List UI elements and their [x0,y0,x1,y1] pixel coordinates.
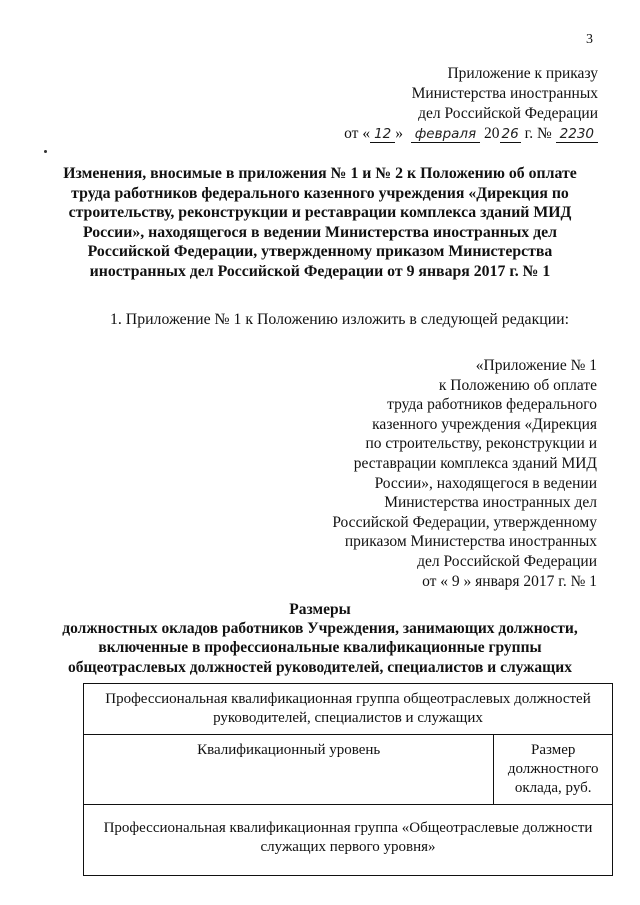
annex-line: «Приложение № 1 [475,357,597,374]
table-row [84,684,613,735]
subgroup-cell: Профессиональная квалификационная группа «Общеотраслевые должности служащих первого уровня» [84,805,613,876]
main-title: Изменения, вносимые в приложения № 1 и № 2 к Положению об оплате труда работников федерального казенного учреждения «Дирекция по строительству, реконструкции и реставрации комплекса зданий МИД России», находящегося в ведении Министерства иностранных дел Российской Федерации, утвержденному приказом Министерства иностранных дел Российской Федерации от 9 января 2017 г. № 1 [63,165,577,280]
approval-line: Приложение к приказу [447,65,598,82]
level-column-header: Квалификационный уровень [84,735,494,805]
annex-line: казенного учреждения «Дирекция [372,415,597,433]
table-row [84,735,613,805]
instruction-text: 1. Приложение № 1 к Положению изложить в следующей редакции: [110,311,569,328]
sizes-title-line: Размеры [289,601,351,618]
table-row [84,805,613,876]
amount-column-header: Размер должностного оклада, руб. [494,735,613,805]
order-year-suffix: 26 [501,126,519,142]
scan-speck [44,150,47,153]
order-prefix: от « [344,125,371,142]
annex-line: реставрации комплекса зданий МИД [353,454,597,472]
order-day: 12 [370,126,395,143]
annex-line: труда работников федерального [387,396,597,414]
annex-line: по строительству, реконструкции и [365,435,597,453]
order-year-prefix: 20 [484,125,500,142]
order-number: 2230 [556,126,598,143]
sizes-title-line: должностных окладов работников Учреждения, занимающих должности, [62,620,578,638]
annex-line: России», находящегося в ведении [374,474,597,492]
annex-line: приказом Министерства иностранных [344,533,597,551]
annex-line: к Положению об оплате [438,376,597,394]
order-month: февраля [411,126,480,143]
approval-line: Министерства иностранных [411,85,598,102]
salary-table [83,683,613,876]
annex-line: Министерства иностранных дел [384,494,597,512]
annex-line: дел Российской Федерации [417,552,597,570]
annex-line: от « 9 » января 2017 г. № 1 [422,572,597,590]
order-day-close: » [395,125,404,142]
order-date-line [278,124,598,144]
sizes-title [40,600,600,677]
page-number: 3 [586,32,593,47]
group-header-cell: Профессиональная квалификационная группа общеотраслевых должностей руководителей, специалистов и служащих [84,684,613,735]
approval-block [278,64,598,144]
annex-header [297,356,597,591]
approval-line: дел Российской Федерации [418,105,598,122]
annex-line: Российской Федерации, утвержденному [332,513,597,531]
order-number-label: г. № [524,125,552,142]
sizes-title-line: общеотраслевых должностей руководителей, специалистов и служащих [68,658,572,676]
sizes-title-line: включенные в профессиональные квалификационные группы [98,639,542,657]
